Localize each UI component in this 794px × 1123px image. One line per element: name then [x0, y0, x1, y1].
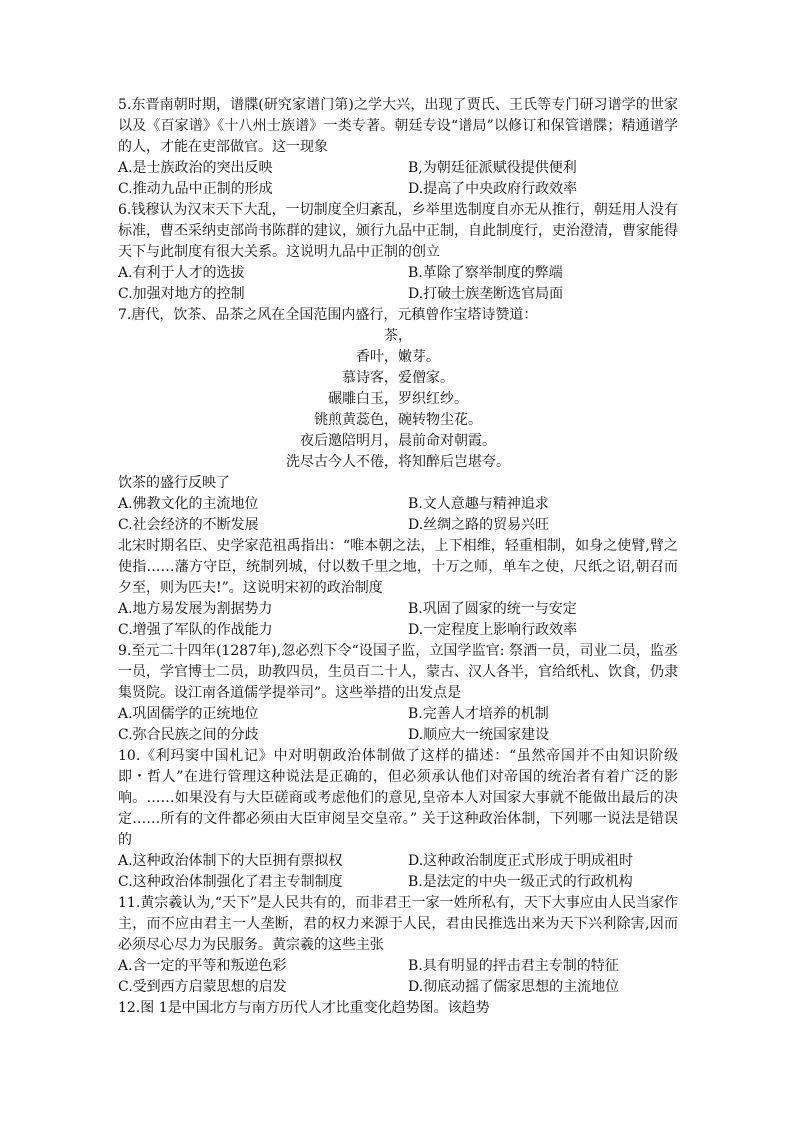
question-8-option-b[interactable]: B.巩固了圆家的统一与安定: [408, 601, 577, 617]
question-7-option-b[interactable]: B.文人意趣与精神追求: [408, 496, 549, 512]
poem-line-1: 茶，: [384, 328, 412, 344]
question-7-poem: [118, 326, 678, 473]
poem-line-2: 香叶，嫩芽。: [356, 349, 440, 365]
question-7-stem: 7.唐代，饮茶、品茶之风在全国范围内盛行，元稹曾作宝塔诗赞道：: [118, 307, 538, 323]
poem-line-6: 夜后邀陪明月，晨前命对朝霞。: [300, 433, 496, 449]
question-8-stem: 北宋时期名臣、史学家范祖禹指出：“唯本朝之法，上下相维，轻重相制，如身之使臂,臂之使指……藩方守臣，统制列城，付以数千里之地，十万之师，单车之使，尺纸之诏,朝召而夕至，则为匹夫!”。这说明宋初的政治制度: [118, 538, 678, 596]
question-8-option-a[interactable]: A.地方易发展为割据势力: [118, 601, 273, 617]
question-6-stem: 6.钱穆认为汉末天下大乱，一切制度全归紊乱，乡举里选制度自亦无从推行，朝廷用人没有标准，曹丕采纳吏部尚书陈群的建议，颁行九品中正制，自此制度行，吏治澄清，曹家能得天下与此制度有很大关系。这说明九品中正制的创立: [118, 202, 678, 260]
question-10-options-row-2: [118, 872, 678, 893]
question-8-option-d[interactable]: D.一定程度上影响行政效率: [408, 622, 578, 638]
question-5-option-a[interactable]: A.是士族政治的突出反映: [118, 160, 273, 176]
question-5-option-c[interactable]: C.推动九品中正制的形成: [118, 181, 273, 197]
question-6-option-a[interactable]: A.有利于人才的选拔: [118, 265, 245, 281]
question-10-stem: 10.《利玛窦中国札记》中对明朝政治体制做了这样的描述：“虽然帝国并不由知识阶级即・哲人”在进行管理这种说法是正确的，但必须承认他们对帝国的统治者有着广泛的影响。……如果没有与大臣磋商或考虑他们的意见,皇帝本人对国家大事就不能做出最后的决定……所有的文件都必须由大臣审阅呈交皇帝。” 关于这种政治体制，下列哪一说法是错误的: [118, 748, 678, 848]
question-11-stem: 11.黄宗羲认为,“天下”是人民共有的，而非君王一家一姓所私有，天下大事应由人民当家作主，而不应由君主一人垄断，君的权力来源于人民，君由民推选出来为天下兴利除害,因而必须尽心尽力为民服务。黄宗羲的这些主张: [118, 895, 678, 953]
poem-line-4: 碾雕白玉，罗织红纱。: [328, 391, 468, 407]
question-11-option-b[interactable]: B.具有明显的抨击君主专制的特征: [408, 958, 619, 974]
question-5-options-row-2: [118, 179, 678, 200]
question-11-option-d[interactable]: D.彻底动摇了儒家思想的主流地位: [408, 979, 620, 995]
question-5-options-row-1: [118, 158, 678, 179]
question-6-option-b[interactable]: B.革除了察举制度的弊端: [408, 265, 563, 281]
question-5-stem: 5.东晋南朝时期，谱牒(研究家谱门第)之学大兴，出现了贾氏、王氏等专门研习谱学的世家以及《百家谱》《十八州士族谱》一类专著。朝廷专设“谱局”以修订和保管谱牒；精通谱学的人，才能在吏部做官。这一现象: [118, 97, 678, 155]
question-9-option-d[interactable]: D.顺应大一统国家建设: [408, 727, 550, 743]
question-9-options-row-1: [118, 704, 678, 725]
question-9-option-a[interactable]: A.巩固儒学的正统地位: [118, 706, 259, 722]
question-7-option-a[interactable]: A.佛教文化的主流地位: [118, 496, 259, 512]
question-10-option-c[interactable]: C.这种政治体制强化了君主专制制度: [118, 874, 343, 890]
question-7-option-d[interactable]: D.丝绸之路的贸易兴旺: [408, 517, 550, 533]
question-6-options-row-2: [118, 284, 678, 305]
question-10-option-d[interactable]: D.这种政治制度正式形成于明成祖时: [408, 853, 634, 869]
question-11-option-c[interactable]: C.受到西方启蒙思想的启发: [118, 979, 287, 995]
question-8-options-row-2: [118, 620, 678, 641]
question-6-options-row-1: [118, 263, 678, 284]
question-5-option-d[interactable]: D.提高了中央政府行政效率: [408, 181, 578, 197]
question-9-stem: 9.至元二十四年(1287年),忽必烈下令“设国子监，立国学监官: 祭酒一员，司业二员，监丞一员，学官博士二员，助教四员，生员百二十人，蒙古、汉人各半，官给纸札、饮食，仍隶集贤院。设江南各道儒学提举司”。这些举措的出发点是: [118, 643, 678, 701]
question-12-stem: 12.图 1是中国北方与南方历代人才比重变化趋势图。该趋势: [118, 1000, 490, 1016]
question-7-options-row-1: [118, 494, 678, 515]
poem-line-3: 慕诗客，爱僧家。: [342, 370, 454, 386]
question-8-option-c[interactable]: C.增强了军队的作战能力: [118, 622, 273, 638]
question-10-option-a[interactable]: A.这种政治体制下的大臣拥有票拟权: [118, 853, 343, 869]
exam-page: [118, 95, 678, 1019]
question-7-option-c[interactable]: C.社会经济的不断发展: [118, 517, 259, 533]
poem-line-7: 洗尽古今人不倦，将知醉后岂堪夸。: [286, 454, 510, 470]
poem-line-5: 铫煎黄蕊色，碗转物尘花。: [314, 412, 482, 428]
question-10-option-b[interactable]: B.是法定的中央一级正式的行政机构: [408, 874, 633, 890]
question-8-options-row-1: [118, 599, 678, 620]
question-10-options-row-1: [118, 851, 678, 872]
question-11-options-row-1: [118, 956, 678, 977]
question-6-option-c[interactable]: C.加强对地方的控制: [118, 286, 245, 302]
question-6-option-d[interactable]: D.打破士族垄断选官局面: [408, 286, 564, 302]
question-9-option-b[interactable]: B.完善人才培养的机制: [408, 706, 549, 722]
question-7-options-row-2: [118, 515, 678, 536]
question-9-options-row-2: [118, 725, 678, 746]
question-5-option-b[interactable]: B,为朝廷征派赋役提供便利: [408, 160, 577, 176]
question-9-option-c[interactable]: C.弥合民族之间的分歧: [118, 727, 259, 743]
question-11-options-row-2: [118, 977, 678, 998]
question-11-option-a[interactable]: A.含一定的平等和叛逆色彩: [118, 958, 287, 974]
question-7-tail: 饮茶的盛行反映了: [118, 475, 230, 491]
